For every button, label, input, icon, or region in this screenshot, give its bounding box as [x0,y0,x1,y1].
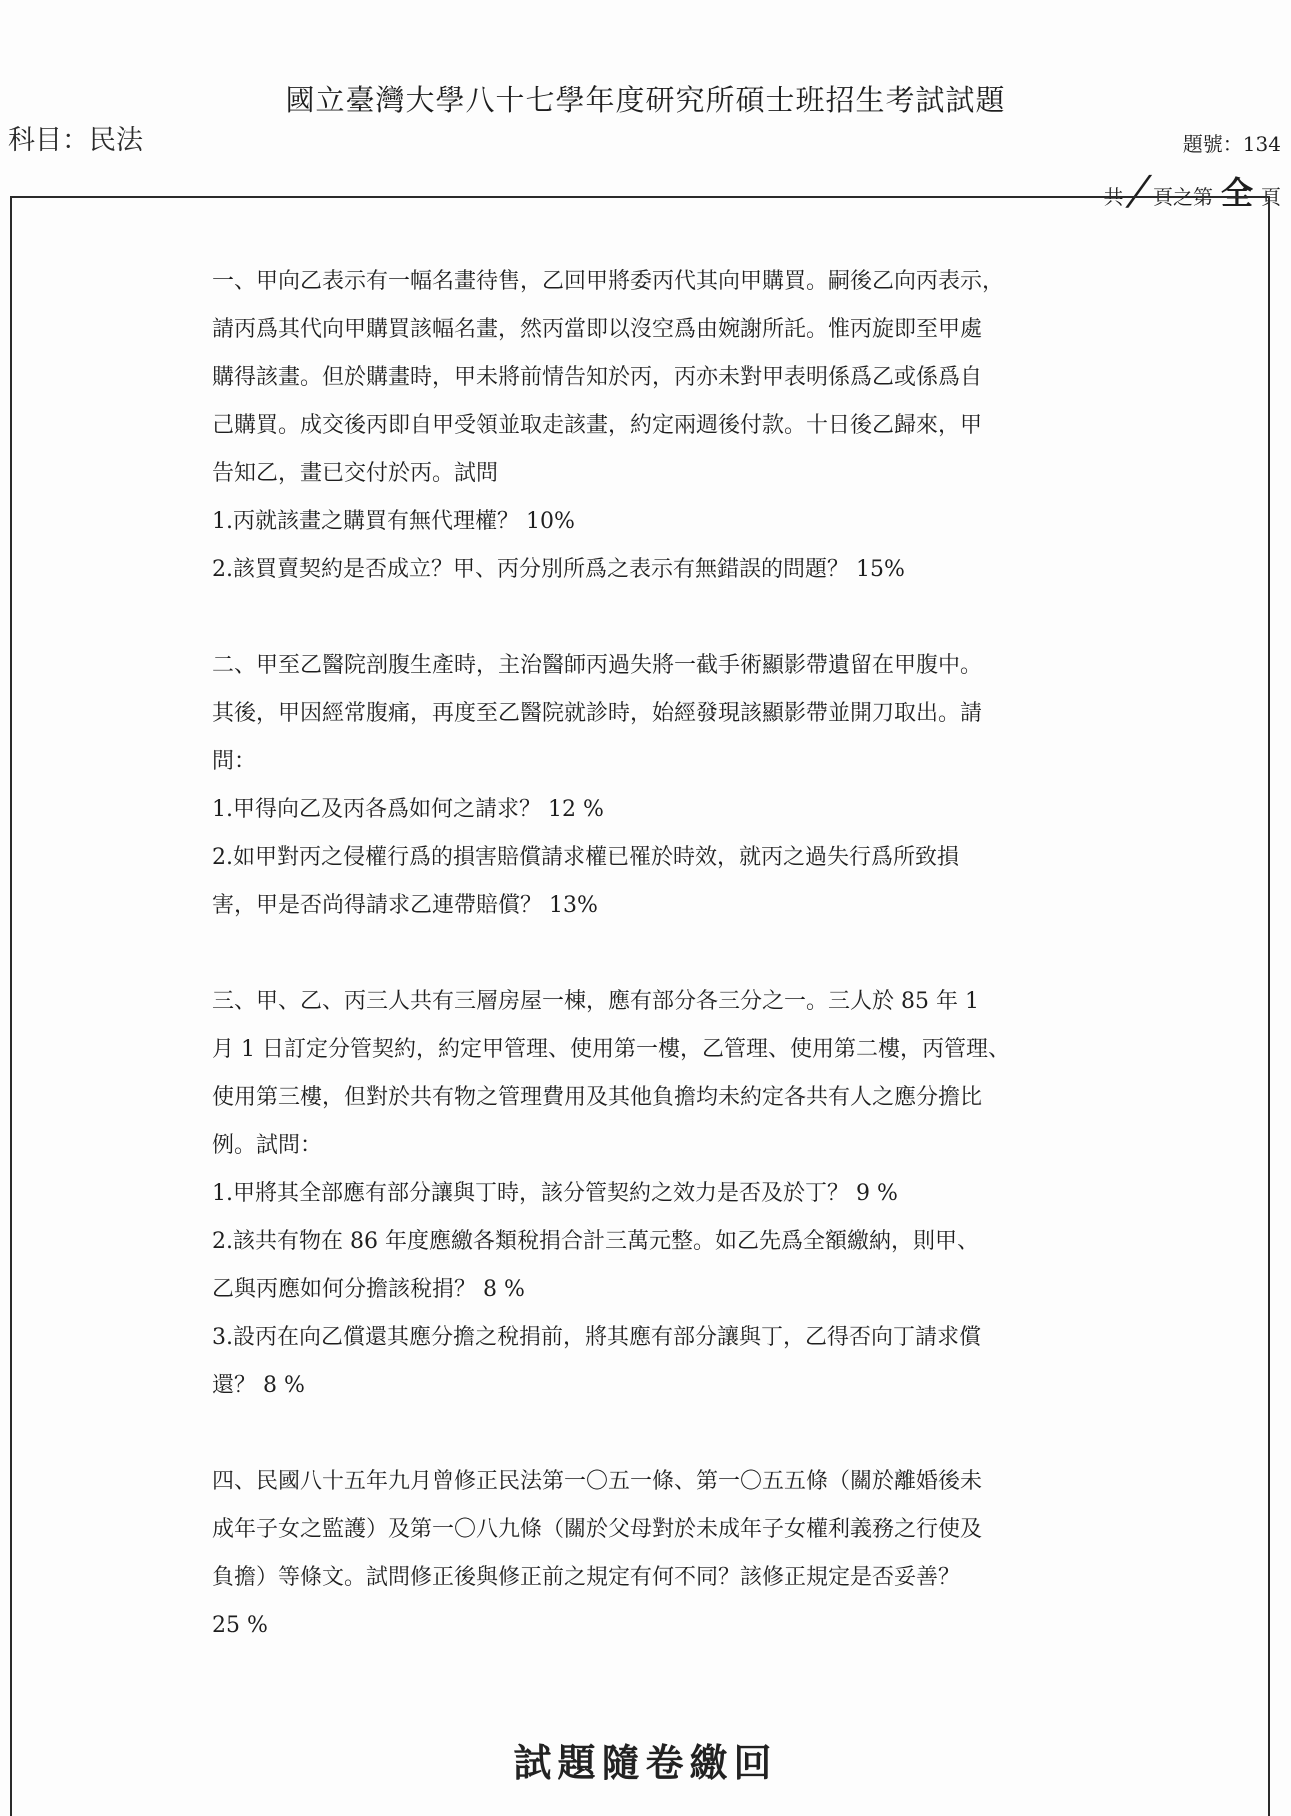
question-line: 三、甲、乙、丙三人共有三層房屋一棟，應有部分各三分之一。三人於 85 年 1 [212,989,979,1014]
question-section-4 [212,1458,1112,1650]
question-line: 其後，甲因經常腹痛，再度至乙醫院就診時，始經發現該顯影帶並開刀取出。請 [212,701,983,726]
question-section-2 [212,642,1112,930]
sub-question: 1.甲得向乙及丙各爲如何之請求？ 12 % [212,797,604,822]
sub-question: 2.如甲對丙之侵權行爲的損害賠償請求權已罹於時效，就丙之過失行爲所致損 [212,845,959,870]
sub-question: 1.甲將其全部應有部分讓與丁時，該分管契約之效力是否及於丁？ 9 % [212,1181,898,1206]
exam-questions [212,258,1112,1698]
subject-label: 科目：民法 [8,125,143,156]
sub-question: 還？ 8 % [212,1373,305,1398]
pages-suffix: 頁 [1261,185,1281,209]
question-section-3 [212,978,1112,1410]
sub-question: 害，甲是否尚得請求乙連帶賠償？ 13% [212,893,598,918]
question-line: 四、民國八十五年九月曾修正民法第一〇五一條、第一〇五五條（關於離婚後未 [212,1469,983,1494]
question-number: 題號：134 [1182,132,1281,156]
question-line: 月 1 日訂定分管契約，約定甲管理、使用第一樓，乙管理、使用第二樓，丙管理、 [212,1037,1010,1062]
question-line: 負擔）等條文。試問修正後與修正前之規定有何不同？該修正規定是否妥善？ [212,1565,961,1590]
exam-title: 國立臺灣大學八十七學年度研究所碩士班招生考試試題 [285,83,1006,117]
sub-question: 3.設丙在向乙償還其應分擔之稅捐前，將其應有部分讓與丁，乙得否向丁請求償 [212,1325,981,1350]
question-line: 己購買。成交後丙即自甲受領並取走該畫，約定兩週後付款。十日後乙歸來，甲 [212,413,983,438]
question-line: 請丙爲其代向甲購買該幅名畫，然丙當即以沒空爲由婉謝所託。惟丙旋即至甲處 [212,317,983,342]
sub-question: 乙與丙應如何分擔該稅捐？ 8 % [212,1277,525,1302]
pages-prefix: 共 [1103,185,1124,209]
pages-total: / [1126,168,1150,214]
sub-question: 2.該買賣契約是否成立？甲、丙分別所爲之表示有無錯誤的問題？ 15% [212,557,905,582]
question-line: 25 % [212,1613,268,1638]
question-section-1 [212,258,1112,594]
question-line: 二、甲至乙醫院剖腹生產時，主治醫師丙過失將一截手術顯影帶遺留在甲腹中。 [212,653,983,678]
question-line: 購得該畫。但於購畫時，甲未將前情告知於丙，丙亦未對甲表明係爲乙或係爲自 [212,365,983,390]
question-line: 成年子女之監護）及第一〇八九條（關於父母對於未成年子女權利義務之行使及 [212,1517,983,1542]
sub-question: 1.丙就該畫之購買有無代理權？ 10% [212,509,575,534]
question-line: 一、甲向乙表示有一幅名畫待售，乙回甲將委丙代其向甲購買。嗣後乙向丙表示， [212,269,1005,294]
question-line: 例。試問： [212,1133,323,1158]
question-line: 告知乙，畫已交付於丙。試問 [212,461,499,486]
return-notice: 試題隨卷繳回 [513,1741,778,1785]
question-line: 問： [212,749,257,774]
pages-current: 全 [1220,174,1253,212]
question-line: 使用第三樓，但對於共有物之管理費用及其他負擔均未約定各共有人之應分擔比 [212,1085,983,1110]
sub-question: 2.該共有物在 86 年度應繳各類稅捐合計三萬元整。如乙先爲全額繳納，則甲、 [212,1229,979,1254]
pages-mid: 頁之第 [1152,185,1213,209]
